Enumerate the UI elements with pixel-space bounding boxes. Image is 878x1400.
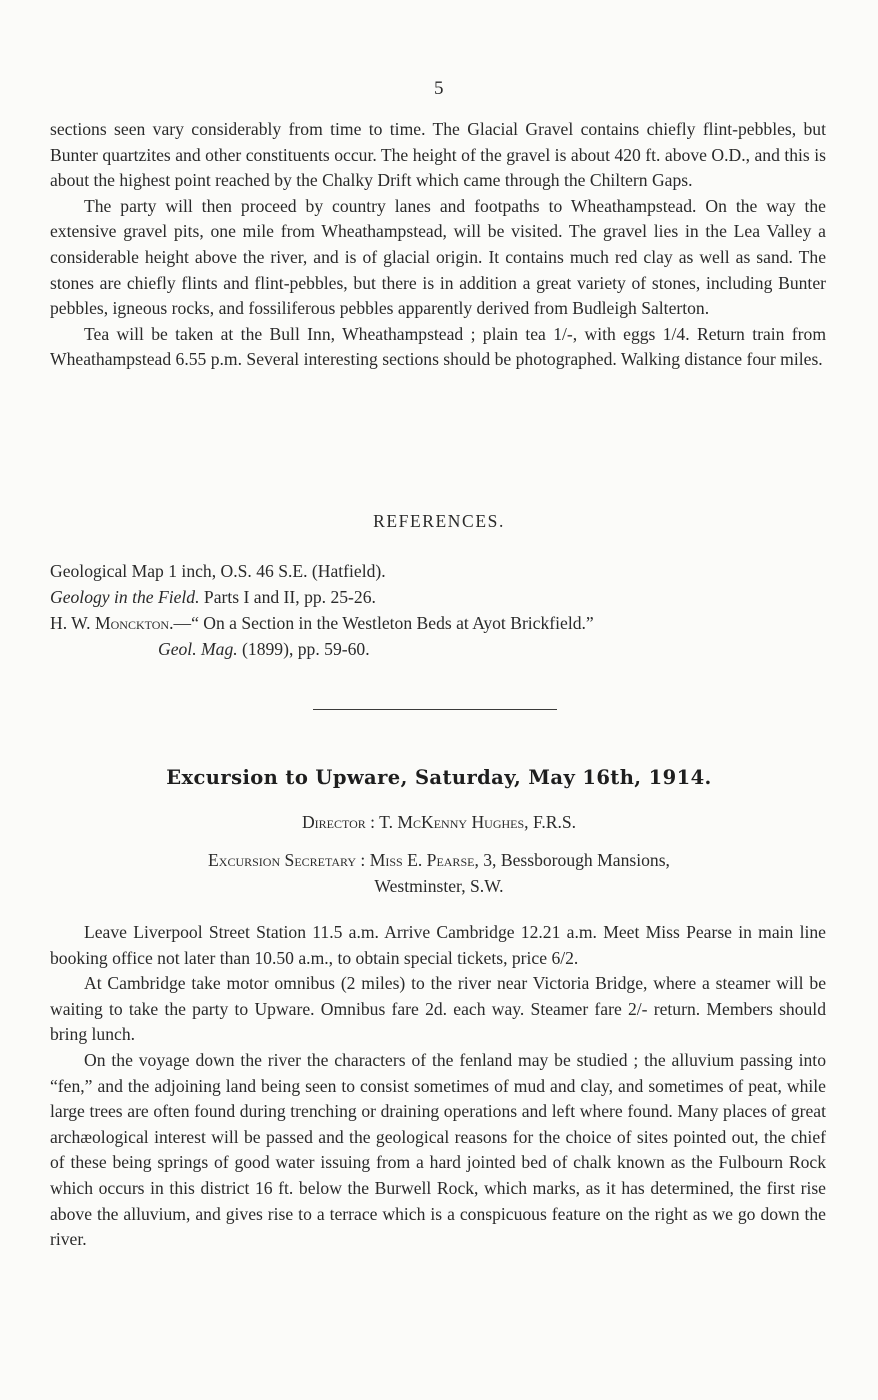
reference-journal: Geol. Mag. — [158, 639, 238, 659]
section-divider — [313, 709, 557, 710]
intro-text — [50, 117, 826, 373]
paragraph: The party will then proceed by country lanes and footpaths to Wheathampstead. On the way the extensive gravel pits, one mile from Wheathampstead, will be visited. The gravel lies in the Lea Valley a considerable height above the river, and is of glacial origin. It contains much red clay as well as sand. The stones are chiefly flints and flint-pebbles, but there is in addition a great variety of stones, including Bunter pebbles, igneous rocks, and fossiliferous pebbles apparently derived from Budleigh Salterton. — [50, 195, 826, 319]
reference-item — [50, 610, 826, 636]
paragraph: Tea will be taken at the Bull Inn, Wheathampstead ; plain tea 1/-, with eggs 1/4. Return train from Wheathampstead 6.55 p.m. Several interesting sections should be photographed. Walking distance four miles. — [50, 323, 826, 370]
page-number: 5 — [434, 78, 444, 99]
references-list — [50, 558, 826, 662]
director-label: Director : — [301, 812, 376, 832]
secretary-address: 3, Bessborough Mansions, — [478, 850, 670, 870]
secretary-address-line-2: Westminster, S.W. — [374, 876, 504, 896]
reference-author: H. W. Monckton. — [50, 613, 174, 633]
excursion-text — [50, 920, 826, 1253]
reference-details: —“ On a Section in the Westleton Beds at Ayot Brickfield.” — [173, 613, 594, 633]
paragraph: Leave Liverpool Street Station 11.5 a.m. Arrive Cambridge 12.21 a.m. Meet Miss Pearse in main line booking office not later than 10.50 a.m., to obtain special tickets, price 6/2. — [50, 922, 826, 968]
reference-item: Geological Map 1 inch, O.S. 46 S.E. (Hatfield). — [50, 561, 386, 581]
excursion-title: Excursion to Upware, Saturday, May 16th, 1914. — [166, 766, 712, 789]
director-line — [0, 809, 878, 835]
reference-item — [50, 584, 826, 610]
secretary-line — [0, 847, 878, 899]
paragraph: sections seen vary considerably from time to time. The Glacial Gravel contains chiefly flint-pebbles, but Bunter quartzites and other constituents occur. The height of the gravel is about 420 ft. above O.D., and this is about the highest point reached by the Chalky Drift which came through the Chiltern Gaps. — [50, 119, 826, 191]
paragraph: At Cambridge take motor omnibus (2 miles) to the river near Victoria Bridge, where a steamer will be waiting to take the party to Upware. Omnibus fare 2d. each way. Steamer fare 2/- return. Members should bring lunch. — [50, 973, 826, 1045]
secretary-label: Excursion Secretary : — [208, 850, 366, 870]
director-name: T. McKenny Hughes, F.R.S. — [375, 812, 577, 832]
reference-details: (1899), pp. 59-60. — [237, 639, 370, 659]
reference-title: Geology in the Field. — [50, 587, 200, 607]
paragraph: On the voyage down the river the characters of the fenland may be studied ; the alluvium passing into “fen,” and the adjoining land being seen to consist sometimes of mud and clay, and sometimes of peat, while large trees are often found during trenching or draining operations and left where found. Many places of great archæological interest will be passed and the geological reasons for the choice of sites pointed out, the chief of these being springs of good water issuing from a hard jointed bed of chalk known as the Fulbourn Rock which occurs in this district 16 ft. below the Burwell Rock, which marks, as it has determined, the first rise above the alluvium, and gives rise to a terrace which is a conspicuous feature on the right as we go down the river. — [50, 1049, 826, 1250]
references-heading: REFERENCES. — [373, 511, 505, 531]
secretary-name: Miss E. Pearse, — [365, 850, 479, 870]
reference-details: Parts I and II, pp. 25-26. — [199, 587, 376, 607]
reference-continuation — [50, 636, 826, 662]
